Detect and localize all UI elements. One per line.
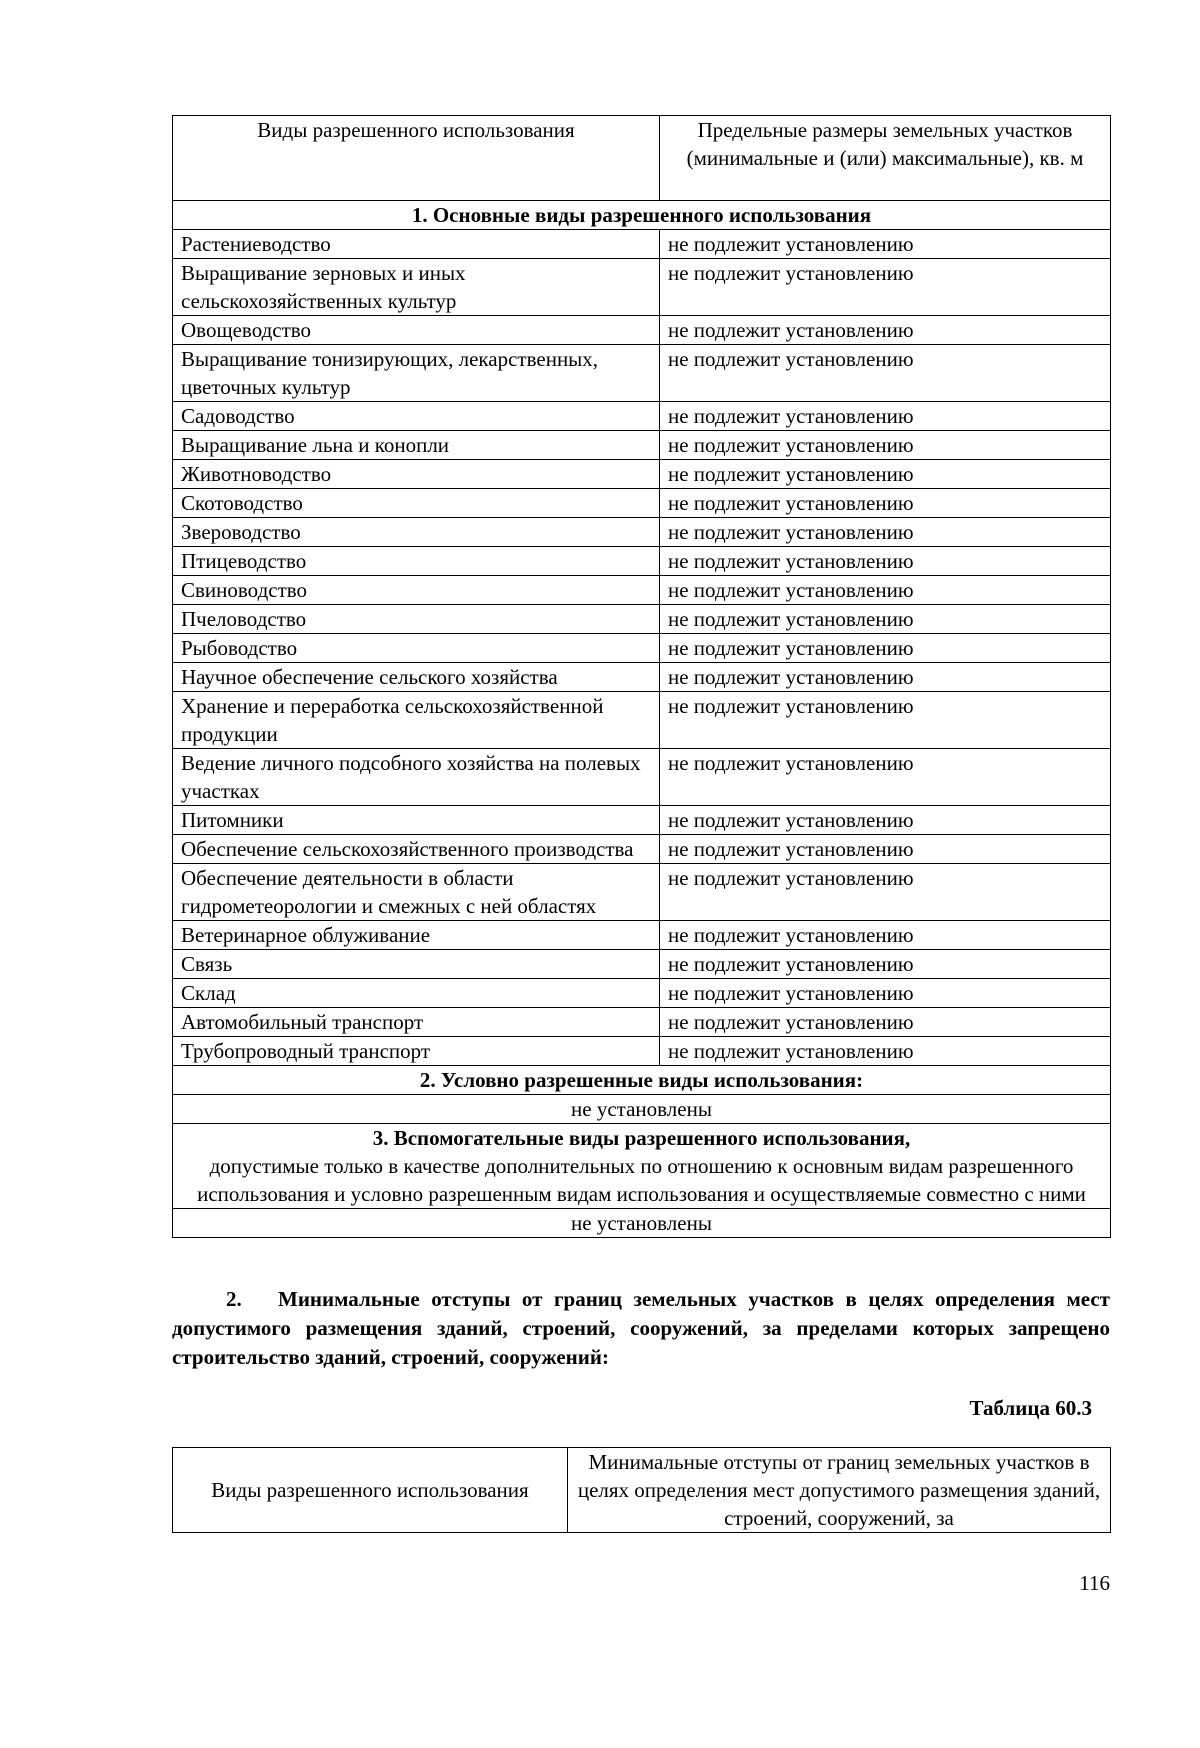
table-row <box>173 489 1111 518</box>
plot-size-cell: не подлежит установлению <box>660 547 1111 576</box>
use-type-cell: Питомники <box>173 806 660 835</box>
use-type-cell: Рыбоводство <box>173 634 660 663</box>
use-type-cell: Птицеводство <box>173 547 660 576</box>
use-type-cell: Животноводство <box>173 460 660 489</box>
table-row <box>173 663 1111 692</box>
table-row <box>173 402 1111 431</box>
table-row <box>173 1008 1111 1037</box>
plot-size-cell: не подлежит установлению <box>660 1008 1111 1037</box>
table-header-row <box>173 116 1111 201</box>
plot-size-cell: не подлежит установлению <box>660 864 1111 921</box>
section-2-row <box>173 1066 1111 1095</box>
paragraph-number: 2. <box>226 1287 242 1311</box>
table-row <box>173 950 1111 979</box>
plot-size-cell: не подлежит установлению <box>660 835 1111 864</box>
plot-size-cell: не подлежит установлению <box>660 663 1111 692</box>
table-row <box>173 692 1111 749</box>
plot-size-cell: не подлежит установлению <box>660 431 1111 460</box>
section-3-note: допустимые только в качестве дополнительных по отношению к основным видам разрешенного использования и условно разрешенным видам использования и осуществляемые совместно с ними <box>197 1154 1086 1206</box>
section-3-cell <box>173 1124 1111 1209</box>
setbacks-header-row <box>173 1448 1111 1533</box>
use-type-cell: Трубопроводный транспорт <box>173 1037 660 1066</box>
use-type-cell: Выращивание льна и конопли <box>173 431 660 460</box>
section-3-value-row <box>173 1209 1111 1238</box>
table-row <box>173 230 1111 259</box>
section-2-value: не установлены <box>173 1095 1111 1124</box>
table-row <box>173 1037 1111 1066</box>
table-row <box>173 460 1111 489</box>
use-type-cell: Обеспечение сельскохозяйственного производства <box>173 835 660 864</box>
header-plot-sizes: Предельные размеры земельных участков (минимальные и (или) максимальные), кв. м <box>660 116 1111 201</box>
plot-size-cell: не подлежит установлению <box>660 576 1111 605</box>
plot-size-cell: не подлежит установлению <box>660 692 1111 749</box>
section-3-value: не установлены <box>173 1209 1111 1238</box>
section-1-title: 1. Основные виды разрешенного использования <box>173 201 1111 230</box>
setbacks-table <box>172 1447 1111 1533</box>
section-3-title: 3. Вспомогательные виды разрешенного использования, <box>372 1126 911 1150</box>
section-2-value-row <box>173 1095 1111 1124</box>
plot-size-cell: не подлежит установлению <box>660 402 1111 431</box>
setbacks-header-use-types: Виды разрешенного использования <box>173 1448 568 1533</box>
plot-size-cell: не подлежит установлению <box>660 518 1111 547</box>
table-row <box>173 806 1111 835</box>
plot-size-cell: не подлежит установлению <box>660 921 1111 950</box>
plot-size-cell: не подлежит установлению <box>660 979 1111 1008</box>
plot-size-cell: не подлежит установлению <box>660 316 1111 345</box>
use-type-cell: Выращивание тонизирующих, лекарственных, цветочных культур <box>173 345 660 402</box>
setbacks-header-min-setbacks: Минимальные отступы от границ земельных участков в целях определения мест допустимого размещения зданий, строений, сооружений, за <box>568 1448 1111 1533</box>
plot-size-cell: не подлежит установлению <box>660 634 1111 663</box>
table-row <box>173 316 1111 345</box>
use-type-cell: Хранение и переработка сельскохозяйственной продукции <box>173 692 660 749</box>
use-type-cell: Автомобильный транспорт <box>173 1008 660 1037</box>
paragraph-text: Минимальные отступы от границ земельных участков в целях определения мест допустимого размещения зданий, строений, сооружений, за пределами которых запрещено строительство зданий, строений, сооружений: <box>172 1287 1110 1369</box>
permitted-use-table <box>172 115 1111 1238</box>
use-type-cell: Склад <box>173 979 660 1008</box>
table-row <box>173 547 1111 576</box>
use-type-cell: Выращивание зерновых и иных сельскохозяйственных культур <box>173 259 660 316</box>
use-type-cell: Скотоводство <box>173 489 660 518</box>
use-type-cell: Пчеловодство <box>173 605 660 634</box>
section-2-title: 2. Условно разрешенные виды использования: <box>173 1066 1111 1095</box>
table-row <box>173 749 1111 806</box>
plot-size-cell: не подлежит установлению <box>660 806 1111 835</box>
plot-size-cell: не подлежит установлению <box>660 489 1111 518</box>
plot-size-cell: не подлежит установлению <box>660 950 1111 979</box>
table-row <box>173 634 1111 663</box>
table-row <box>173 431 1111 460</box>
header-use-types: Виды разрешенного использования <box>173 116 660 201</box>
table-row <box>173 835 1111 864</box>
paragraph-2 <box>172 1285 1110 1372</box>
table-row <box>173 605 1111 634</box>
table-row <box>173 345 1111 402</box>
use-type-cell: Ведение личного подсобного хозяйства на полевых участках <box>173 749 660 806</box>
section-3-row <box>173 1124 1111 1209</box>
plot-size-cell: не подлежит установлению <box>660 605 1111 634</box>
table-caption: Таблица 60.3 <box>969 1396 1092 1420</box>
plot-size-cell: не подлежит установлению <box>660 1037 1111 1066</box>
use-type-cell: Овощеводство <box>173 316 660 345</box>
table-row <box>173 864 1111 921</box>
plot-size-cell: не подлежит установлению <box>660 230 1111 259</box>
use-type-cell: Связь <box>173 950 660 979</box>
use-type-cell: Свиноводство <box>173 576 660 605</box>
table-row <box>173 259 1111 316</box>
table-row <box>173 576 1111 605</box>
use-type-cell: Звероводство <box>173 518 660 547</box>
use-type-cell: Растениеводство <box>173 230 660 259</box>
use-type-cell: Садоводство <box>173 402 660 431</box>
page-number: 116 <box>1079 1571 1110 1595</box>
plot-size-cell: не подлежит установлению <box>660 345 1111 402</box>
use-type-cell: Обеспечение деятельности в области гидрометеорологии и смежных с ней областях <box>173 864 660 921</box>
plot-size-cell: не подлежит установлению <box>660 259 1111 316</box>
use-type-cell: Научное обеспечение сельского хозяйства <box>173 663 660 692</box>
plot-size-cell: не подлежит установлению <box>660 460 1111 489</box>
table-row <box>173 518 1111 547</box>
table-row <box>173 979 1111 1008</box>
use-type-cell: Ветеринарное облуживание <box>173 921 660 950</box>
section-1-row <box>173 201 1111 230</box>
table-row <box>173 921 1111 950</box>
plot-size-cell: не подлежит установлению <box>660 749 1111 806</box>
